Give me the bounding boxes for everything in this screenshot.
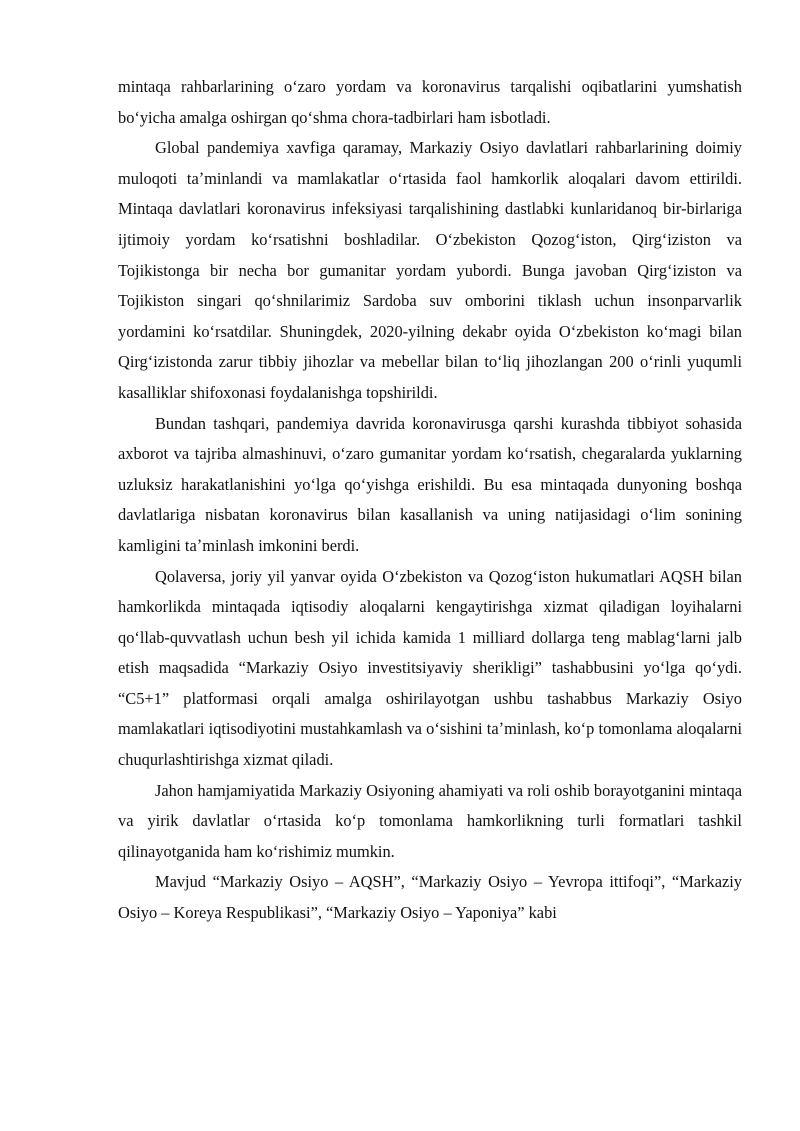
paragraph-central-asia-role: Jahon hamjamiyatida Markaziy Osiyoning ahamiyati va roli oshib borayotganini mintaqa va yirik davlatlar oʻrtasida koʻp tomonlama hamkorlikning turli formatlari tashkil qilinayotganida ham koʻrishimiz mumkin. — [118, 780, 742, 861]
paragraph-global-pandemic: Global pandemiya xavfiga qaramay, Markaziy Osiyo davlatlari rahbarlarining doimiy muloqoti taʼminlandi va mamlakatlar oʻrtasida faol hamkorlik aloqalari davom ettirildi. Mintaqa davlatlari koronavirus infeksiyasi tarqalishining dastlabki kunlaridanoq bir-birlariga ijtimoiy yordam koʻrsatishni boshladilar. Oʻzbekiston Qozogʻiston, Qirgʻiziston va Tojikistonga bir necha bor gumanitar yordam yubordi. Bunga javoban Qirgʻiziston va Tojikiston singari qoʻshnilarimiz Sardoba suv omborini tiklash uchun insonparvarlik yordamini koʻrsatdilar. Shuningdek, 2020-yilning dekabr oyida Oʻzbekiston koʻmagi bilan Qirgʻizistonda zarur tibbiy jihozlar va mebellar bilan toʻliq jihozlangan 200 oʻrinli yuqumli kasalliklar shifoxonasi foydalanishga topshirildi. — [118, 138, 742, 402]
paragraph-continuation: mintaqa rahbarlarining oʻzaro yordam va koronavirus tarqalishi oqibatlarini yumshatish boʻyicha amalga oshirgan qoʻshma chora-tadbirlari ham isbotladi. — [118, 77, 742, 127]
body-text — [118, 72, 742, 929]
paragraph-formats: Mavjud “Markaziy Osiyo – AQSH”, “Markaziy Osiyo – Yevropa ittifoqi”, “Markaziy Osiyo – Koreya Respublikasi”, “Markaziy Osiyo – Yaponiya” kabi — [118, 872, 742, 923]
paragraph-medical-cooperation: Bundan tashqari, pandemiya davrida koronavirusga qarshi kurashda tibbiyot sohasida axborot va tajriba almashinuvi, oʻzaro gumanitar yordam koʻrsatish, chegaralarda yuklarning uzluksiz harakatlanishini yoʻlga qoʻyishga erishildi. Bu esa mintaqada dunyoning boshqa davlatlariga nisbatan koronavirus bilan kasallanish va uning natijasidagi oʻlim sonining kamligini taʼminlash imkonini berdi. — [118, 413, 742, 555]
paragraph-investment-partnership: Qolaversa, joriy yil yanvar oyida Oʻzbekiston va Qozogʻiston hukumatlari AQSH bilan hamkorlikda mintaqada iqtisodiy aloqalarni kengaytirishga xizmat qiladigan loyihalarni qoʻllab-quvvatlash uchun besh yil ichida kamida 1 milliard dollarga teng mablagʻlarni jalb etish maqsadida “Markaziy Osiyo investitsiyaviy sherikligi” tashabbusini yoʻlga qoʻydi. “C5+1” platformasi orqali amalga oshirilayotgan ushbu tashabbus Markaziy Osiyo mamlakatlari iqtisodiyotini mustahkamlash va oʻsishini taʼminlash, koʻp tomonlama aloqalarni chuqurlashtirishga xizmat qiladi. — [118, 566, 742, 770]
